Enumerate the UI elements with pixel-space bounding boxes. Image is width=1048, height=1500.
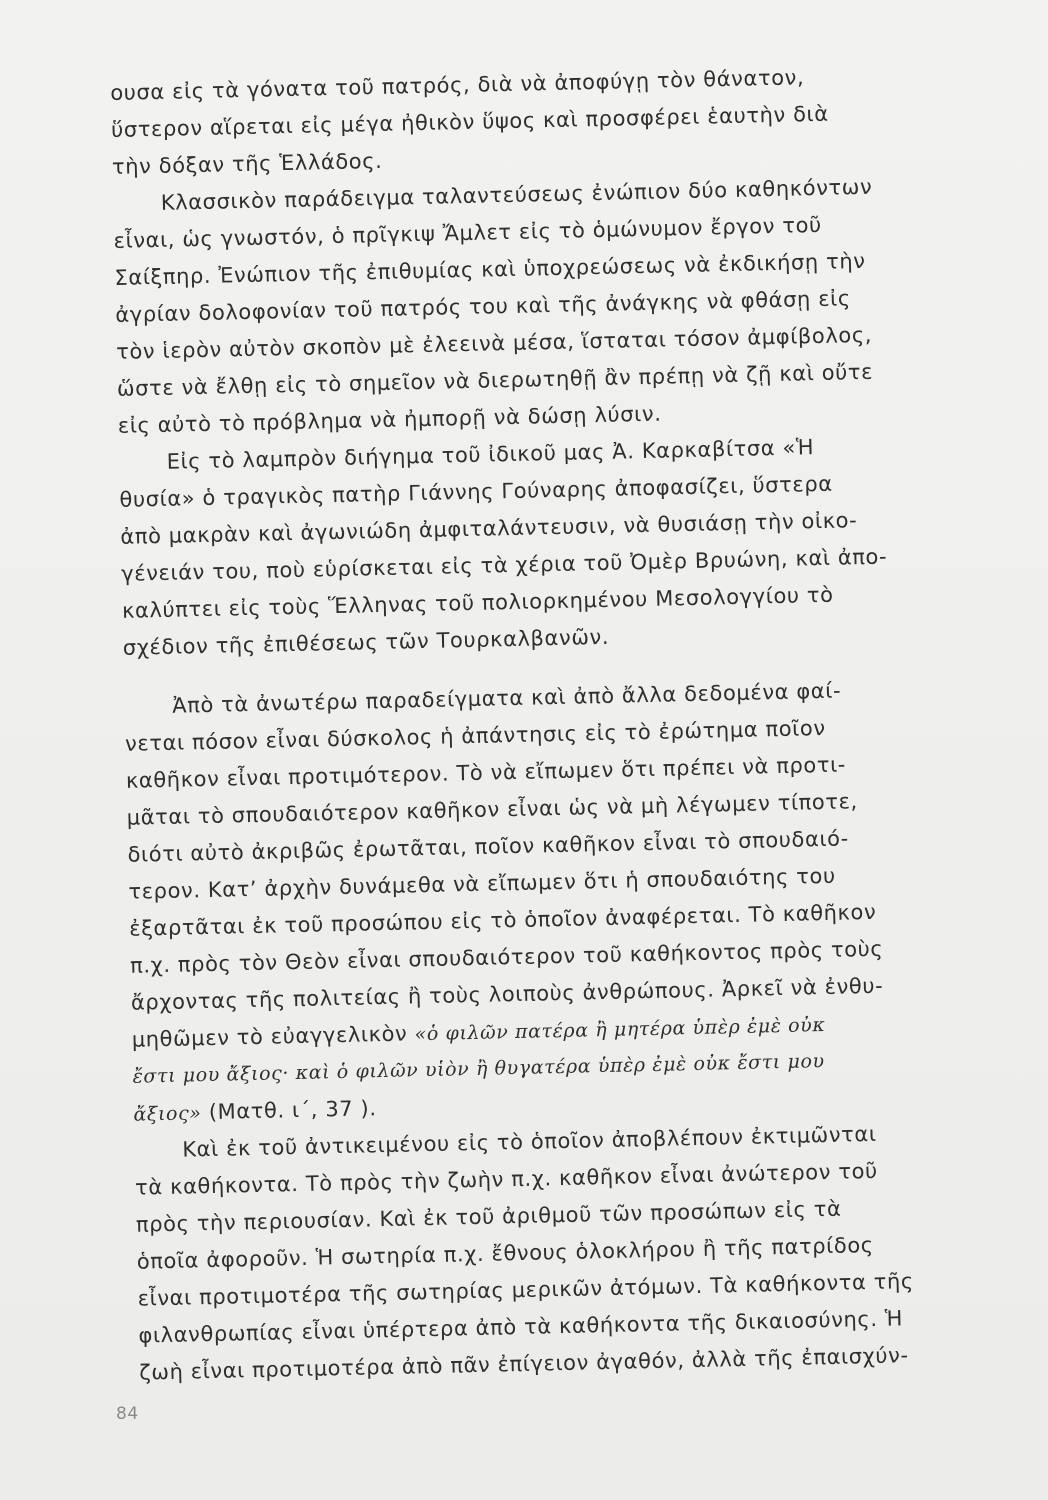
text-line: τὴν δόξαν τῆς Ἑλλάδος. xyxy=(111,148,383,179)
text-line: ἐξαρτᾶται ἐκ τοῦ προσώπου εἰς τὸ ὁποῖον ἀναφέρεται. Τὸ καθῆκον xyxy=(128,899,877,941)
scripture-citation: (Ματθ. ι΄, 37 ). xyxy=(208,1096,377,1125)
text-run: μηθῶμεν τὸ εὐαγγελικὸν xyxy=(131,1021,408,1052)
text-line: πρὸς τὴν περιουσίαν. Καὶ ἐκ τοῦ ἀριθμοῦ τῶν προσώπων εἰς τὰ xyxy=(135,1196,842,1237)
page-text xyxy=(110,60,970,1385)
paragraph-start-line: Κλασσικὸν παράδειγμα ταλαντεύσεως ἐνώπιον δύο καθηκόντων xyxy=(160,174,873,215)
text-line: ἀγρίαν δολοφονίαν τοῦ πατρός του καὶ τῆς ἀνάγκης νὰ φθάσῃ εἰς xyxy=(115,286,852,327)
text-line: ἄρχοντας τῆς πολιτείας ἢ τοὺς λοιποὺς ἀνθρώπους. Ἀρκεῖ νὰ ἐνθυ- xyxy=(130,973,884,1015)
gospel-quote-line: ἔστι μου ἄξιος· καὶ ὁ φιλῶν υἱὸν ἢ θυγατέρα ὑπὲρ ἐμὲ οὐκ ἔστι μου xyxy=(132,1050,825,1088)
page-number: 84 xyxy=(116,1404,139,1424)
text-line: ζωὴ εἶναι προτιμοτέρα ἀπὸ πᾶν ἐπίγειον ἀγαθόν, ἀλλὰ τῆς ἐπαισχύν- xyxy=(139,1343,909,1385)
text-line: μᾶται τὸ σπουδαιότερον καθῆκον εἶναι ὡς νὰ μὴ λέγωμεν τίποτε, xyxy=(126,789,859,830)
text-line: διότι αὐτὸ ἀκριβῶς ἐρωτᾶται, ποῖον καθῆκον εἶναι τὸ σπουδαιό- xyxy=(127,826,850,867)
gospel-quote-end: ἄξιος» xyxy=(133,1102,202,1126)
text-line: νεται πόσον εἶναι δύσκολος ἡ ἀπάντησις εἰς τὸ ἐρώτημα ποῖον xyxy=(124,715,826,756)
text-line: φιλανθρωπίας εἶναι ὑπέρτερα ἀπὸ τὰ καθήκοντα τῆς δικαιοσύνης. Ἡ xyxy=(138,1306,904,1348)
text-line: θυσία» ὁ τραγικὸς πατὴρ Γιάννης Γούναρης ἀποφασίζει, ὕστερα xyxy=(119,471,833,512)
text-line: γένειάν του, ποὺ εὑρίσκεται εἰς τὰ χέρια τοῦ Ὀμὲρ Βρυώνη, καὶ ἀπο- xyxy=(120,544,888,586)
text-line: καλύπτει εἰς τοὺς Ἕλληνας τοῦ πολιορκημένου Μεσολογγίου τὸ xyxy=(121,582,834,623)
text-line: καθῆκον εἶναι προτιμότερον. Τὸ νὰ εἴπωμεν ὅτι πρέπει νὰ προτι- xyxy=(125,752,847,793)
text-line: εἶναι προτιμοτέρα τῆς σωτηρίας μερικῶν ἀτόμων. Τὰ καθήκοντα τῆς xyxy=(137,1269,915,1311)
text-line: τερον. Κατ’ ἀρχὴν δυνάμεθα νὰ εἴπωμεν ὅτι ἡ σπουδαιότης του xyxy=(128,863,836,904)
text-line xyxy=(131,1011,825,1054)
text-line: ὥστε νὰ ἔλθῃ εἰς τὸ σημεῖον νὰ διερωτηθῇ ἂν πρέπῃ νὰ ζῇ καὶ οὔτε xyxy=(116,359,874,401)
paragraph-start-line: Εἰς τὸ λαμπρὸν διήγημα τοῦ ἰδικοῦ μας Ἀ. Καρκαβίτσα «Ἡ xyxy=(166,435,815,474)
text-line xyxy=(133,1095,377,1128)
paragraph-start-line: Καὶ ἐκ τοῦ ἀντικειμένου εἰς τὸ ὁποῖον ἀποβλέπουν ἐκτιμῶνται xyxy=(182,1121,877,1162)
gospel-quote: «ὁ φιλῶν πατέρα ἢ μητέρα ὑπὲρ ἐμὲ οὐκ xyxy=(414,1014,826,1046)
text-line: σχέδιον τῆς ἐπιθέσεως τῶν Τουρκαλβανῶν. xyxy=(122,624,610,660)
paragraph-start-line: Ἀπὸ τὰ ἀνωτέρω παραδείγματα καὶ ἀπὸ ἄλλα δεδομένα φαί- xyxy=(171,678,842,718)
text-line: Σαίξπηρ. Ἐνώπιον τῆς ἐπιθυμίας καὶ ὑποχρεώσεως νὰ ἐκδικήσῃ τὴν xyxy=(114,248,866,290)
text-line: π.χ. πρὸς τὸν Θεὸν εἶναι σπουδαιότερον τοῦ καθήκοντος πρὸς τοὺς xyxy=(129,936,884,978)
text-line: ὕστερον αἵρεται εἰς μέγα ἠθικὸν ὕψος καὶ προσφέρει ἑαυτὴν διὰ xyxy=(110,101,829,142)
text-line: ουσα εἰς τὰ γόνατα τοῦ πατρός, διὰ νὰ ἀποφύγῃ τὸν θάνατον, xyxy=(110,65,805,105)
text-line: τὸν ἱερὸν αὐτὸν σκοπὸν μὲ ἐλεεινὰ μέσα, ἵσταται τόσον ἀμφίβολος, xyxy=(115,322,873,364)
text-line: εἰς αὐτὸ τὸ πρόβλημα νὰ ἠμπορῇ νὰ δώσῃ λύσιν. xyxy=(117,401,662,438)
text-line: εἶναι, ὡς γνωστόν, ὁ πρῖγκιψ Ἄμλετ εἰς τὸ ὁμώνυμον ἔργον τοῦ xyxy=(113,212,823,253)
text-line: ἀπὸ μακρὰν καὶ ἀγωνιώδη ἀμφιταλάντευσιν, νὰ θυσιάσῃ τὴν οἰκο- xyxy=(120,508,858,549)
text-line: ὁποῖα ἀφοροῦν. Ἡ σωτηρία π.χ. ἔθνους ὁλοκλήρου ἢ τῆς πατρίδος xyxy=(136,1232,874,1274)
text-line: τὰ καθήκοντα. Τὸ πρὸς τὴν ζωὴν π.χ. καθῆκον εἶναι ἀνώτερον τοῦ xyxy=(134,1158,878,1200)
